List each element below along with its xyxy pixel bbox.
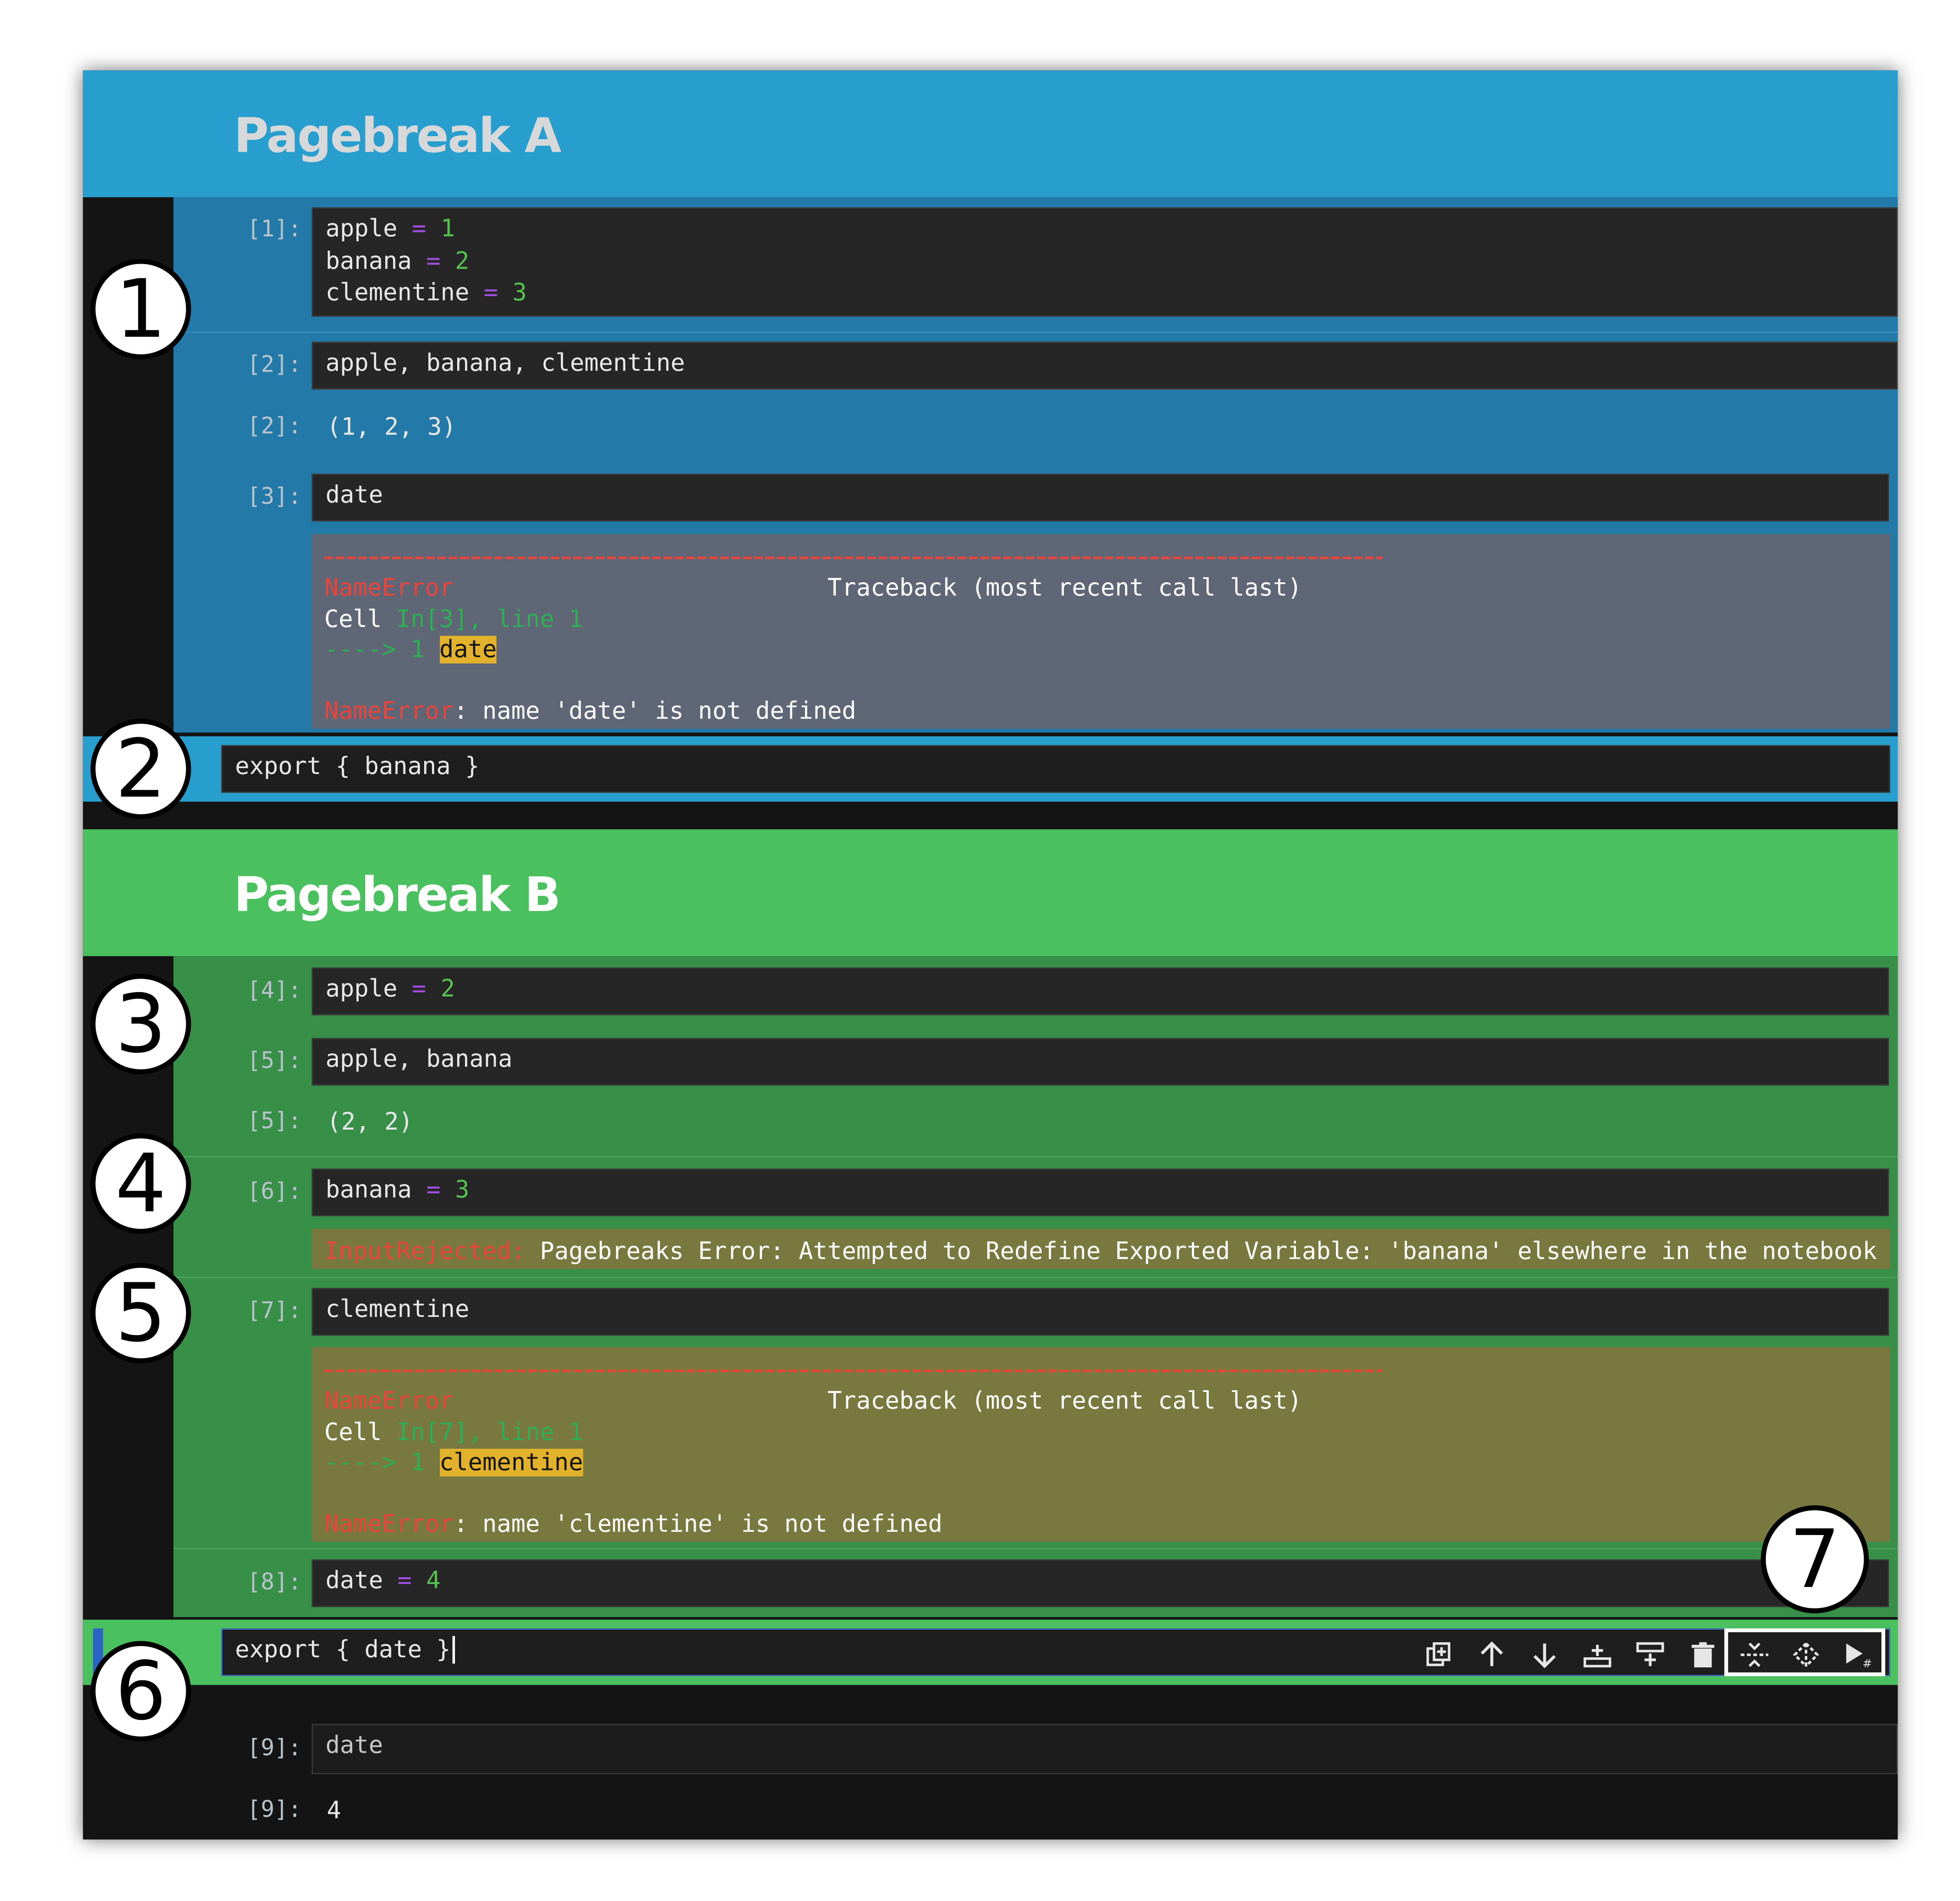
svg-text:#: #	[1862, 1657, 1872, 1669]
output-prompt: [5]:	[247, 1108, 302, 1135]
cell-prompt: [4]:	[247, 977, 302, 1004]
cell-divider	[173, 332, 1898, 333]
code-cell-9[interactable]: date	[312, 1724, 1898, 1774]
code-cell-4[interactable]: apple = 2	[312, 967, 1889, 1015]
cell-prompt: [8]:	[247, 1569, 302, 1596]
cell-divider	[173, 1548, 1898, 1549]
output-prompt: [9]:	[247, 1796, 302, 1823]
export-cell-b[interactable]: export { date }	[221, 1628, 1890, 1676]
cell-prompt: [2]:	[247, 352, 302, 379]
cell-divider	[173, 1277, 1898, 1278]
insert-below-icon[interactable]	[1630, 1635, 1670, 1675]
callout-1: 1	[91, 259, 191, 359]
cell-prompt: [1]:	[247, 216, 302, 243]
traceback-text: NameError Traceback (most recent call last) Cell In[3], line 1 ----> 1 date NameError: name 'date' is not defined	[324, 574, 1302, 725]
cell-output: (1, 2, 3)	[327, 413, 456, 441]
code-cell-3[interactable]: date	[312, 474, 1889, 521]
run-pagebreak-icon[interactable]	[1837, 1635, 1878, 1675]
pagebreak-b-header	[83, 829, 1898, 956]
cell-prompt: [5]:	[247, 1048, 302, 1075]
notebook-frame	[83, 70, 1898, 1839]
pagebreak-b-title: Pagebreak B	[233, 867, 560, 922]
duplicate-icon[interactable]	[1419, 1635, 1459, 1675]
rejection-text: InputRejected: Pagebreaks Error: Attempted to Redefine Exported Variable: 'banana' elsewhere in the notebook	[324, 1238, 1877, 1265]
cell-prompt: [9]:	[247, 1735, 302, 1762]
callout-4: 4	[91, 1133, 191, 1234]
code-cell-8[interactable]: date = 4	[312, 1559, 1889, 1607]
code-cell-7[interactable]: clementine	[312, 1288, 1889, 1336]
cell-output: 4	[327, 1796, 341, 1825]
code-cell-1[interactable]: apple = 1 banana = 2 clementine = 3	[312, 207, 1898, 317]
callout-6: 6	[91, 1641, 191, 1741]
code-cell-5[interactable]: apple, banana	[312, 1038, 1889, 1086]
cell-prompt: [7]:	[247, 1298, 302, 1325]
pagebreak-a-header	[83, 70, 1898, 197]
cell-divider	[173, 1156, 1898, 1157]
traceback-rule	[324, 557, 1383, 559]
export-cell-a[interactable]: export { banana }	[221, 745, 1890, 793]
insert-above-icon[interactable]	[1577, 1635, 1618, 1675]
move-down-icon[interactable]	[1525, 1635, 1565, 1675]
callout-5: 5	[91, 1263, 191, 1363]
code-cell-6[interactable]: banana = 3	[312, 1169, 1889, 1216]
traceback-text: NameError Traceback (most recent call last) Cell In[7], line 1 ----> 1 clementine NameError: name 'clementine' is not defined	[324, 1387, 1302, 1538]
delete-icon[interactable]	[1683, 1635, 1723, 1675]
callout-7: 7	[1761, 1505, 1869, 1613]
output-prompt: [2]:	[247, 413, 302, 440]
merge-pagebreak-icon[interactable]	[1786, 1635, 1826, 1675]
traceback-rule	[324, 1369, 1383, 1372]
code-cell-2[interactable]: apple, banana, clementine	[312, 342, 1898, 389]
move-up-icon[interactable]	[1472, 1635, 1512, 1675]
callout-2: 2	[91, 719, 191, 819]
cell-output: (2, 2)	[327, 1108, 413, 1136]
pagebreak-a-title: Pagebreak A	[233, 108, 560, 163]
cell-prompt: [6]:	[247, 1179, 302, 1205]
callout-3: 3	[91, 974, 191, 1075]
split-pagebreak-icon[interactable]	[1734, 1635, 1775, 1675]
cell-prompt: [3]:	[247, 483, 302, 510]
